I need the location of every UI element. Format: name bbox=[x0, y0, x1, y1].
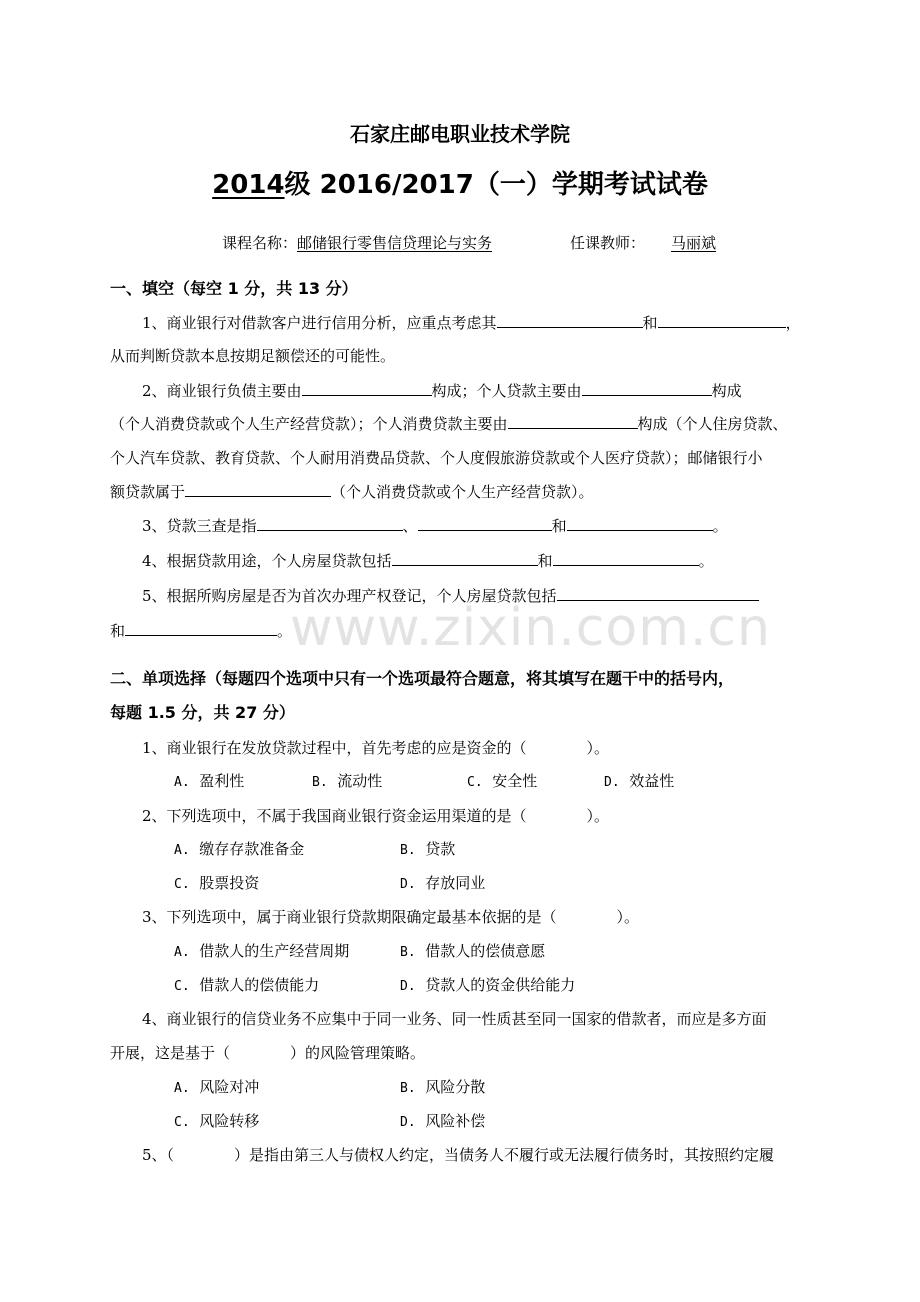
option-text: 借款人的偿债意愿 bbox=[425, 942, 546, 960]
s1-q3-text: 3、贷款三查是指 bbox=[142, 517, 257, 535]
s1-q5-line1 bbox=[142, 585, 759, 606]
teacher-name: 马丽斌 bbox=[671, 234, 717, 252]
option-key: C. bbox=[174, 1115, 190, 1130]
s2-q3-option-a[interactable] bbox=[174, 940, 349, 961]
teacher-info bbox=[570, 232, 742, 253]
s2-q2-option-d[interactable] bbox=[400, 872, 485, 893]
option-key: B. bbox=[400, 1081, 416, 1096]
s1-q5-text: 5、根据所购房屋是否为首次办理产权登记，个人房屋贷款包括 bbox=[142, 587, 557, 605]
option-text: 股票投资 bbox=[199, 874, 260, 892]
s2-q1-option-d[interactable] bbox=[604, 770, 674, 791]
option-text: 风险对冲 bbox=[199, 1078, 260, 1096]
s1-q2-text2: 构成；个人贷款主要由 bbox=[431, 382, 582, 400]
option-key: D. bbox=[400, 877, 416, 892]
s2-q4-option-d[interactable] bbox=[400, 1110, 485, 1131]
s1-q2-text: 2、商业银行负债主要由 bbox=[142, 382, 302, 400]
course-label: 课程名称： bbox=[222, 234, 298, 252]
answer-blank[interactable] bbox=[582, 381, 712, 396]
option-key: C. bbox=[174, 979, 190, 994]
watermark: www.zixin.com.cn bbox=[290, 598, 771, 658]
s1-q1-text: 1、商业银行对借款客户进行信用分析，应重点考虑其 bbox=[142, 314, 497, 332]
s2-q4-stem-line1: 4、商业银行的信贷业务不应集中于同一业务、同一性质甚至同一国家的借款者，而应是多方面 bbox=[142, 1010, 767, 1028]
s2-q2-option-b[interactable] bbox=[400, 838, 455, 859]
answer-blank[interactable] bbox=[557, 586, 759, 601]
s1-q2-text3: 构成 bbox=[711, 382, 742, 400]
course-name: 邮储银行零售信贷理论与实务 bbox=[297, 234, 493, 252]
s2-q1-option-b[interactable] bbox=[312, 770, 382, 791]
s1-q3-end: 。 bbox=[712, 517, 728, 535]
option-key: D. bbox=[400, 979, 416, 994]
answer-blank[interactable] bbox=[302, 381, 432, 396]
s1-q4-end: 。 bbox=[698, 552, 714, 570]
answer-blank[interactable] bbox=[658, 313, 786, 328]
grade-year: 2014 bbox=[212, 170, 285, 200]
s2-q3-option-d[interactable] bbox=[400, 974, 575, 995]
option-text: 借款人的偿债能力 bbox=[199, 976, 320, 994]
s2-q3-option-c[interactable] bbox=[174, 974, 319, 995]
s1-q1-comma: ， bbox=[785, 314, 801, 332]
answer-blank[interactable] bbox=[392, 551, 538, 566]
answer-blank[interactable] bbox=[508, 414, 638, 429]
option-key: C. bbox=[174, 877, 190, 892]
option-text: 效益性 bbox=[629, 772, 675, 790]
s1-q1-line1 bbox=[142, 312, 801, 333]
option-text: 安全性 bbox=[492, 772, 538, 790]
s2-q4-option-a[interactable] bbox=[174, 1076, 259, 1097]
option-key: D. bbox=[604, 775, 620, 790]
s1-q3-sep: 、 bbox=[402, 517, 418, 535]
option-text: 缴存存款准备金 bbox=[199, 840, 305, 858]
s2-q3-option-b[interactable] bbox=[400, 940, 545, 961]
option-text: 流动性 bbox=[337, 772, 383, 790]
s1-q2-line3: 个人汽车贷款、教育贷款、个人耐用消费品贷款、个人度假旅游贷款或个人医疗贷款）；邮储银行小 bbox=[110, 449, 763, 467]
s2-q5-stem: 5、（ ）是指由第三人与债权人约定，当债务人不履行或无法履行债务时，其按照约定履 bbox=[142, 1146, 775, 1164]
s1-q1-and: 和 bbox=[642, 314, 658, 332]
answer-blank[interactable] bbox=[125, 621, 277, 636]
s2-q1-stem: 1、商业银行在发放贷款过程中，首先考虑的应是资金的（ ）。 bbox=[142, 739, 610, 757]
exam-title bbox=[0, 164, 920, 201]
option-text: 盈利性 bbox=[199, 772, 245, 790]
option-text: 贷款 bbox=[425, 840, 456, 858]
s2-q2-option-c[interactable] bbox=[174, 872, 259, 893]
s1-q5-and: 和 bbox=[110, 622, 126, 640]
s2-q3-stem: 3、下列选项中，属于商业银行贷款期限确定最基本依据的是（ ）。 bbox=[142, 908, 640, 926]
option-key: C. bbox=[467, 775, 483, 790]
s2-q4-stem-line2: 开展，这是基于（ ）的风险管理策略。 bbox=[110, 1044, 426, 1062]
s1-q4-text: 4、根据贷款用途，个人房屋贷款包括 bbox=[142, 552, 392, 570]
title-rest: 级 2016/2017（一）学期考试试卷 bbox=[284, 170, 708, 200]
answer-blank[interactable] bbox=[257, 516, 403, 531]
s2-q2-stem: 2、下列选项中，不属于我国商业银行资金运用渠道的是（ ）。 bbox=[142, 807, 610, 825]
option-key: A. bbox=[174, 775, 190, 790]
option-key: A. bbox=[174, 843, 190, 858]
option-key: B. bbox=[400, 945, 416, 960]
option-text: 贷款人的资金供给能力 bbox=[425, 976, 576, 994]
s2-q1-option-a[interactable] bbox=[174, 770, 244, 791]
s1-q2-text5: 构成（个人住房贷款、 bbox=[637, 415, 788, 433]
answer-blank[interactable] bbox=[553, 551, 699, 566]
s1-q2-line4 bbox=[110, 481, 594, 502]
s1-q4 bbox=[142, 550, 714, 571]
option-text: 风险转移 bbox=[199, 1112, 260, 1130]
option-text: 存放同业 bbox=[425, 874, 486, 892]
s2-q4-option-b[interactable] bbox=[400, 1076, 485, 1097]
s1-q5-end: 。 bbox=[277, 622, 293, 640]
answer-blank[interactable] bbox=[185, 482, 331, 497]
s2-q2-option-a[interactable] bbox=[174, 838, 304, 859]
s2-q1-option-c[interactable] bbox=[467, 770, 537, 791]
s1-q2-text7: （个人消费贷款或个人生产经营贷款）。 bbox=[331, 483, 594, 501]
s1-q3-and: 和 bbox=[551, 517, 567, 535]
school-name: 石家庄邮电职业技术学院 bbox=[350, 122, 570, 146]
option-key: A. bbox=[174, 1081, 190, 1096]
answer-blank[interactable] bbox=[418, 516, 552, 531]
s1-q1-line2: 从而判断贷款本息按期足额偿还的可能性。 bbox=[110, 347, 396, 365]
section2-heading-line2: 每题 1.5 分，共 27 分） bbox=[110, 703, 295, 722]
s1-q4-and: 和 bbox=[537, 552, 553, 570]
s1-q2-text4: （个人消费贷款或个人生产经营贷款）；个人消费贷款主要由 bbox=[110, 415, 508, 433]
s1-q2-text6: 额贷款属于 bbox=[110, 483, 186, 501]
option-text: 借款人的生产经营周期 bbox=[199, 942, 350, 960]
s2-q4-option-c[interactable] bbox=[174, 1110, 259, 1131]
s1-q5-line2 bbox=[110, 620, 292, 641]
option-key: B. bbox=[312, 775, 328, 790]
option-key: B. bbox=[400, 843, 416, 858]
section1-heading: 一、填空（每空 1 分，共 13 分） bbox=[110, 279, 358, 298]
teacher-label: 任课教师： bbox=[570, 234, 646, 252]
s1-q2-line2 bbox=[110, 413, 788, 434]
option-key: A. bbox=[174, 945, 190, 960]
option-key: D. bbox=[400, 1115, 416, 1130]
s1-q2-line1 bbox=[142, 380, 742, 401]
answer-blank[interactable] bbox=[567, 516, 713, 531]
section2-heading-line1: 二、单项选择（每题四个选项中只有一个选项最符合题意，将其填写在题干中的括号内， bbox=[110, 669, 735, 688]
answer-blank[interactable] bbox=[497, 313, 643, 328]
option-text: 风险补偿 bbox=[425, 1112, 486, 1130]
option-text: 风险分散 bbox=[425, 1078, 486, 1096]
course-info bbox=[222, 232, 502, 253]
s1-q3 bbox=[142, 515, 728, 536]
